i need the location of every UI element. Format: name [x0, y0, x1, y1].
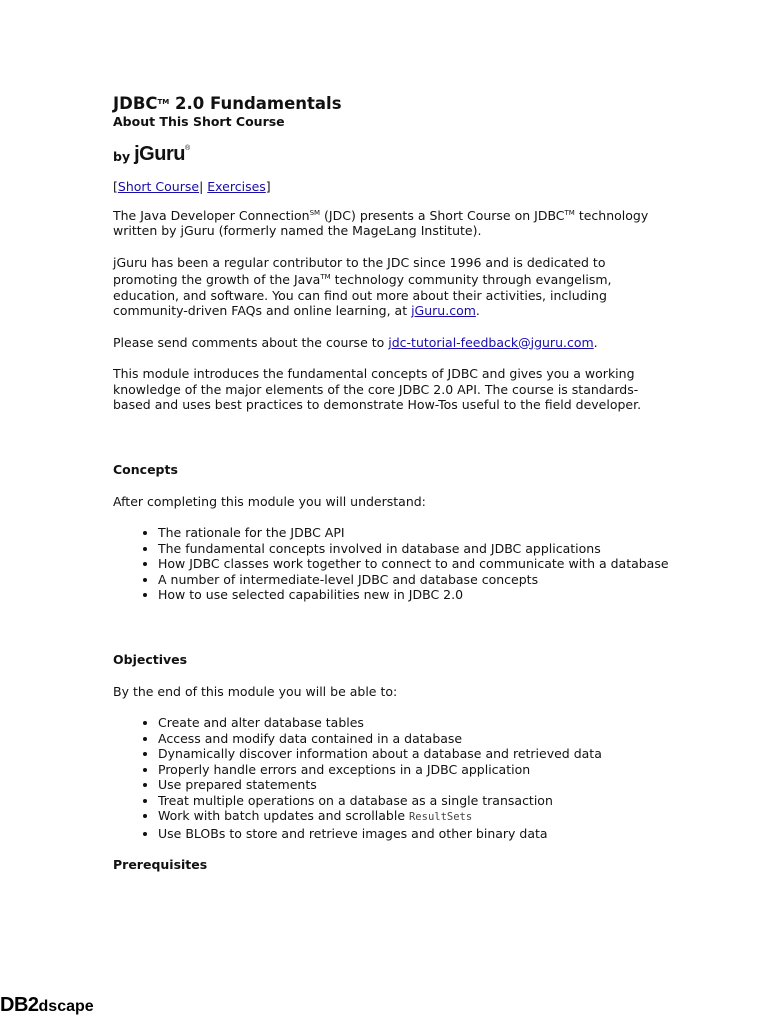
course-nav: [113, 179, 673, 195]
p1-text-b: (JDC) presents a Short Course on JDBC: [320, 207, 565, 223]
intro-paragraph-feedback: [113, 335, 673, 351]
p2-text-a: jGuru has been a regular contributor to the JDC since 1996 and is dedicated to promoting the growth of the Java: [113, 254, 606, 287]
list-item: • How JDBC classes work together to connect to and communicate with a database: [158, 556, 673, 572]
concepts-heading: Concepts: [113, 461, 178, 477]
intro-paragraph-jdc: [113, 206, 673, 239]
list-item: • Use prepared statements: [158, 777, 673, 793]
nav-bracket-close: ]: [265, 179, 271, 194]
short-course-link[interactable]: Short Course: [117, 179, 200, 194]
feedback-email-link[interactable]: jdc-tutorial-feedback@jguru.com: [388, 334, 594, 350]
list-item: • The fundamental concepts involved in database and JDBC applications: [158, 541, 673, 557]
jguru-site-link[interactable]: jGuru.com: [411, 303, 476, 318]
page-title: [113, 92, 673, 114]
jguru-logo-mark: ®: [184, 145, 190, 152]
title-rest: 2.0 Fundamentals: [169, 94, 342, 113]
objectives-intro: By the end of this module you will be able to:: [113, 683, 398, 699]
intro-paragraph-module: This module introduces the fundamental concepts of JDBC and gives you a working knowledge of the major elements of the core JDBC 2.0 API. The course is standards-based and uses best practices to demonstrate How-Tos useful to the field developer.: [113, 366, 642, 412]
p1-text-c: technology written by jGuru (formerly named the MageLang Institute).: [113, 207, 649, 238]
p1-servicemark: SM: [309, 208, 321, 217]
list-item: • How to use selected capabilities new in JDBC 2.0: [158, 587, 673, 603]
concepts-intro: After completing this module you will understand:: [113, 493, 426, 509]
db2dscape-logo-big: DB2: [0, 994, 39, 1016]
list-item: [158, 808, 673, 826]
list-item-text: Work with batch updates and scrollable: [158, 808, 409, 823]
document-page: [113, 92, 673, 873]
list-item: • Access and modify data contained in a database: [158, 731, 673, 747]
p3-text: Please send comments about the course to: [113, 334, 389, 350]
p2-end: .: [475, 303, 480, 318]
nav-separator: |: [199, 179, 204, 194]
nav-bracket-open: [: [113, 179, 118, 194]
objectives-heading: Objectives: [113, 651, 188, 667]
p1-trademark: TM: [564, 208, 575, 217]
list-item: • Dynamically discover information about a database and retrieved data: [158, 746, 673, 762]
byline-label: by: [113, 149, 131, 164]
p2-text-b: technology community through evangelism, education, and software. You can find out more about their activities, including community-driven FAQs and online learning, at: [113, 272, 612, 318]
resultsets-code: ResultSets: [408, 811, 473, 823]
db2dscape-logo-small: dscape: [38, 998, 94, 1015]
jguru-logo: [134, 138, 190, 165]
title-main: JDBC: [113, 94, 158, 113]
intro-paragraph-jguru: [113, 255, 673, 319]
p2-trademark: TM: [320, 273, 331, 281]
exercises-link[interactable]: Exercises: [207, 179, 266, 194]
concepts-list: [113, 525, 673, 603]
title-trademark: TM: [157, 98, 170, 106]
list-item: • The rationale for the JDBC API: [158, 525, 673, 541]
p3-end: .: [593, 334, 598, 350]
list-item: • A number of intermediate-level JDBC and database concepts: [158, 572, 673, 588]
page-subtitle: About This Short Course: [113, 114, 285, 129]
list-item: • Properly handle errors and exceptions in a JDBC application: [158, 762, 673, 778]
list-item: • Use BLOBs to store and retrieve images and other binary data: [158, 826, 673, 842]
db2dscape-logo: [0, 994, 94, 1017]
byline: [113, 141, 673, 165]
objectives-list: [113, 715, 673, 841]
prerequisites-heading: Prerequisites: [113, 857, 208, 872]
p1-text-a: The Java Developer Connection: [113, 207, 310, 223]
list-item: • Create and alter database tables: [158, 715, 673, 731]
list-item: • Treat multiple operations on a database as a single transaction: [158, 793, 673, 809]
jguru-logo-text: jGuru: [134, 143, 185, 165]
